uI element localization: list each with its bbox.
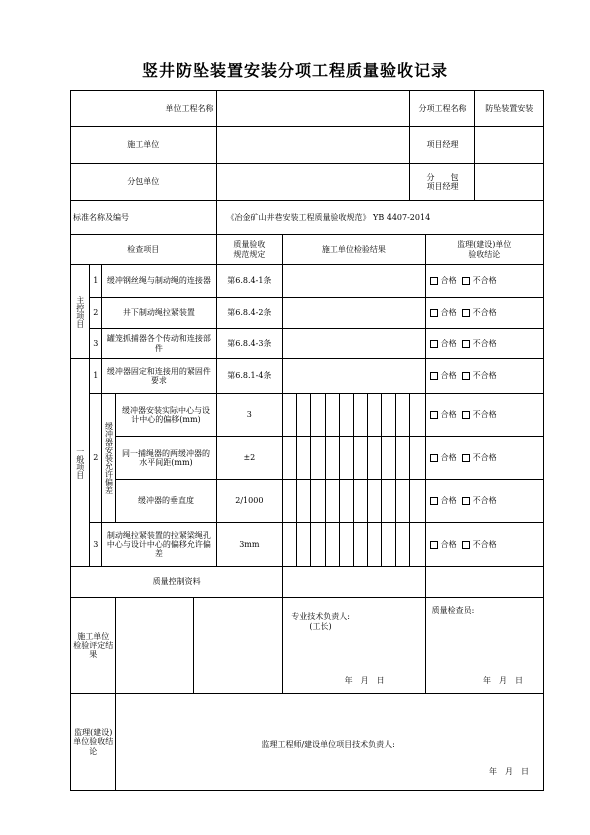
- main-item-2-conclusion: [425, 298, 543, 329]
- supervision-eval-label-1: 监理(建设): [74, 728, 113, 738]
- standard-label: 标准名称及编号: [71, 201, 217, 235]
- fail-label: 不合格: [472, 539, 497, 549]
- general-item-3-no: 3: [90, 523, 102, 567]
- result-cell[interactable]: [410, 394, 425, 437]
- result-cell[interactable]: [353, 480, 367, 523]
- result-cell[interactable]: [283, 394, 297, 437]
- result-cell[interactable]: [311, 437, 325, 480]
- result-cell[interactable]: [396, 523, 410, 567]
- col-spec: [216, 235, 283, 265]
- construction-eval-label-1: 施工单位: [77, 631, 110, 641]
- general-item-2b-spec: ±2: [216, 437, 283, 480]
- subcontract-manager-label-1: 分 包: [426, 172, 459, 182]
- tech-leader-sublabel: (工长): [309, 622, 332, 632]
- general-item-2b-name: 同一捕绳器的两缓冲器的水平间距(mm): [116, 437, 216, 480]
- quality-data-conclusion[interactable]: [425, 567, 543, 598]
- result-cell[interactable]: [297, 437, 311, 480]
- fail-checkbox[interactable]: [462, 411, 470, 419]
- main-item-3-conclusion: [425, 329, 543, 359]
- subcontract-unit-label: 分包单位: [71, 164, 217, 201]
- main-item-3-name: 罐笼抓捕器各个传动和连接部件: [102, 329, 216, 359]
- result-cell[interactable]: [325, 394, 339, 437]
- main-item-3-spec: 第6.8.4-3条: [216, 329, 283, 359]
- result-cell[interactable]: [311, 394, 325, 437]
- result-cell[interactable]: [382, 523, 396, 567]
- result-cell[interactable]: [410, 437, 425, 480]
- inspection-record-table: [70, 90, 544, 791]
- result-cell[interactable]: [339, 523, 353, 567]
- page-title: 竖井防坠装置安装分项工程质量验收记录: [141, 61, 448, 80]
- col-spec-line2: 规范规定: [233, 249, 266, 259]
- fail-label: 不合格: [472, 308, 497, 318]
- inspector-cell[interactable]: [425, 598, 543, 694]
- supervision-date: 年 月 日: [489, 766, 529, 776]
- result-cell[interactable]: [353, 523, 367, 567]
- result-cell[interactable]: [325, 437, 339, 480]
- pass-label: 合格: [440, 276, 457, 286]
- result-cell[interactable]: [283, 523, 297, 567]
- main-item-3-no: 3: [90, 329, 102, 359]
- result-cell[interactable]: [311, 480, 325, 523]
- result-cell[interactable]: [353, 394, 367, 437]
- result-cell[interactable]: [325, 523, 339, 567]
- subcontract-unit-value[interactable]: [216, 164, 410, 201]
- pass-checkbox[interactable]: [430, 309, 438, 317]
- subcontract-manager-label-2: 项目经理: [426, 182, 459, 191]
- fail-checkbox[interactable]: [462, 340, 470, 348]
- result-cell[interactable]: [382, 437, 396, 480]
- result-cell[interactable]: [353, 437, 367, 480]
- col-supervision-line1: 监理(建设)单位: [457, 240, 512, 250]
- construction-unit-value[interactable]: [216, 127, 410, 164]
- inspector-date: 年 月 日: [483, 675, 523, 685]
- col-supervision: [425, 235, 543, 265]
- general-item-2a-name: 缓冲器安装实际中心与设计中心的偏移(mm): [116, 394, 216, 437]
- fail-checkbox[interactable]: [462, 497, 470, 505]
- general-item-2a-spec: 3: [216, 394, 283, 437]
- result-cell[interactable]: [396, 437, 410, 480]
- general-item-3-spec: 3mm: [216, 523, 283, 567]
- pass-label: 合格: [440, 308, 457, 318]
- main-item-2-name: 井下制动绳拉紧装置: [102, 298, 216, 329]
- quality-data-value[interactable]: [283, 567, 425, 598]
- pass-label: 合格: [440, 410, 457, 420]
- result-cell[interactable]: [339, 394, 353, 437]
- general-group-label: 一般项目: [71, 359, 90, 567]
- fail-checkbox[interactable]: [462, 541, 470, 549]
- construction-unit-label: 施工单位: [71, 127, 217, 164]
- result-cell[interactable]: [396, 480, 410, 523]
- pass-checkbox[interactable]: [430, 541, 438, 549]
- fail-label: 不合格: [472, 453, 497, 463]
- general-item-1-no: 1: [90, 359, 102, 394]
- main-item-1-name: 缓冲钢丝绳与制动绳的连接器: [102, 265, 216, 298]
- pass-checkbox[interactable]: [430, 277, 438, 285]
- col-spec-line1: 质量验收: [233, 240, 266, 250]
- construction-eval-label-2: 检验评定结果: [73, 640, 114, 660]
- fail-checkbox[interactable]: [462, 277, 470, 285]
- general-item-3-name: 制动绳拉紧装置的拉紧梁绳孔中心与设计中心的偏移允许偏差: [102, 523, 216, 567]
- tech-leader-cell[interactable]: [283, 598, 425, 694]
- col-check-item: 检查项目: [71, 235, 217, 265]
- main-item-1-result[interactable]: [283, 265, 425, 298]
- result-cell[interactable]: [283, 480, 297, 523]
- result-cell[interactable]: [368, 480, 382, 523]
- pass-checkbox[interactable]: [430, 454, 438, 462]
- fail-checkbox[interactable]: [462, 309, 470, 317]
- general-item-2c-conclusion: [425, 480, 543, 523]
- pass-checkbox[interactable]: [430, 372, 438, 380]
- result-cell[interactable]: [311, 523, 325, 567]
- unit-project-value[interactable]: [216, 91, 410, 127]
- general-item-2-no: 2: [90, 394, 102, 523]
- supervision-sign-cell[interactable]: [116, 694, 544, 791]
- unit-project-label: 单位工程名称: [71, 91, 217, 127]
- main-item-2-spec: 第6.8.4-2条: [216, 298, 283, 329]
- result-cell[interactable]: [368, 437, 382, 480]
- col-construction-result: 施工单位检验结果: [283, 235, 425, 265]
- project-manager-value[interactable]: [475, 127, 543, 163]
- fail-label: 不合格: [472, 338, 497, 348]
- col-supervision-line2: 验收结论: [468, 249, 501, 259]
- pass-label: 合格: [440, 539, 457, 549]
- fail-label: 不合格: [472, 276, 497, 286]
- general-item-2-sublabel: 缓冲器安装允许偏差: [102, 394, 116, 523]
- tech-leader-label: 专业技术负责人:: [291, 612, 350, 621]
- general-item-2c-name: 缓冲器的垂直度: [116, 480, 216, 523]
- main-item-1-conclusion: [425, 265, 543, 298]
- main-item-1-no: 1: [90, 265, 102, 298]
- supervision-eval-label: [71, 694, 116, 791]
- general-item-3-conclusion: [425, 523, 543, 567]
- result-cell[interactable]: [396, 394, 410, 437]
- general-item-1-conclusion: [425, 359, 543, 394]
- pass-label: 合格: [440, 338, 457, 348]
- fail-label: 不合格: [472, 371, 497, 381]
- general-item-2c-spec: 2/1000: [216, 480, 283, 523]
- result-cell[interactable]: [283, 437, 297, 480]
- fail-label: 不合格: [472, 410, 497, 420]
- subcontract-manager-value[interactable]: [475, 164, 543, 200]
- pass-label: 合格: [440, 453, 457, 463]
- pass-label: 合格: [440, 371, 457, 381]
- result-cell[interactable]: [410, 523, 425, 567]
- result-cell[interactable]: [297, 394, 311, 437]
- result-cell[interactable]: [410, 480, 425, 523]
- inspector-label: 质量检查员:: [431, 606, 475, 615]
- general-item-2a-conclusion: [425, 394, 543, 437]
- main-item-3-result[interactable]: [283, 329, 425, 359]
- sub-project-label: 分项工程名称: [410, 91, 475, 126]
- pass-checkbox[interactable]: [430, 411, 438, 419]
- fail-label: 不合格: [472, 496, 497, 506]
- pass-checkbox[interactable]: [430, 340, 438, 348]
- quality-data-label: 质量控制资料: [71, 567, 283, 598]
- result-cell[interactable]: [382, 480, 396, 523]
- project-manager-label: 项目经理: [410, 127, 475, 163]
- general-item-1-name: 缓冲器固定和连接用的紧固件要求: [102, 359, 216, 394]
- main-item-2-result[interactable]: [283, 298, 425, 329]
- standard-value: 《冶金矿山井巷安装工程质量验收规范》 YB 4407-2014: [216, 201, 544, 235]
- sub-project-value[interactable]: 防坠装置安装: [485, 103, 534, 113]
- result-cell[interactable]: [297, 523, 311, 567]
- result-cell[interactable]: [382, 394, 396, 437]
- general-item-1-spec: 第6.8.1-4条: [216, 359, 283, 394]
- supervision-signer-label: 监理工程师/建设单位项目技术负责人:: [261, 740, 395, 749]
- fail-checkbox[interactable]: [462, 454, 470, 462]
- supervision-eval-label-2: 单位验收结论: [73, 737, 114, 756]
- general-item-1-result[interactable]: [283, 359, 425, 394]
- pass-checkbox[interactable]: [430, 497, 438, 505]
- result-cell[interactable]: [339, 437, 353, 480]
- result-cell[interactable]: [368, 523, 382, 567]
- main-item-1-spec: 第6.8.4-1条: [216, 265, 283, 298]
- main-item-2-no: 2: [90, 298, 102, 329]
- pass-label: 合格: [440, 496, 457, 506]
- result-cell[interactable]: [368, 394, 382, 437]
- fail-checkbox[interactable]: [462, 372, 470, 380]
- result-cell[interactable]: [325, 480, 339, 523]
- result-cell[interactable]: [297, 480, 311, 523]
- result-cell[interactable]: [339, 480, 353, 523]
- construction-eval-label: [71, 598, 116, 694]
- main-group-label: 主控项目: [71, 265, 90, 359]
- general-item-2b-conclusion: [425, 437, 543, 480]
- construction-date: 年 月 日: [344, 675, 385, 685]
